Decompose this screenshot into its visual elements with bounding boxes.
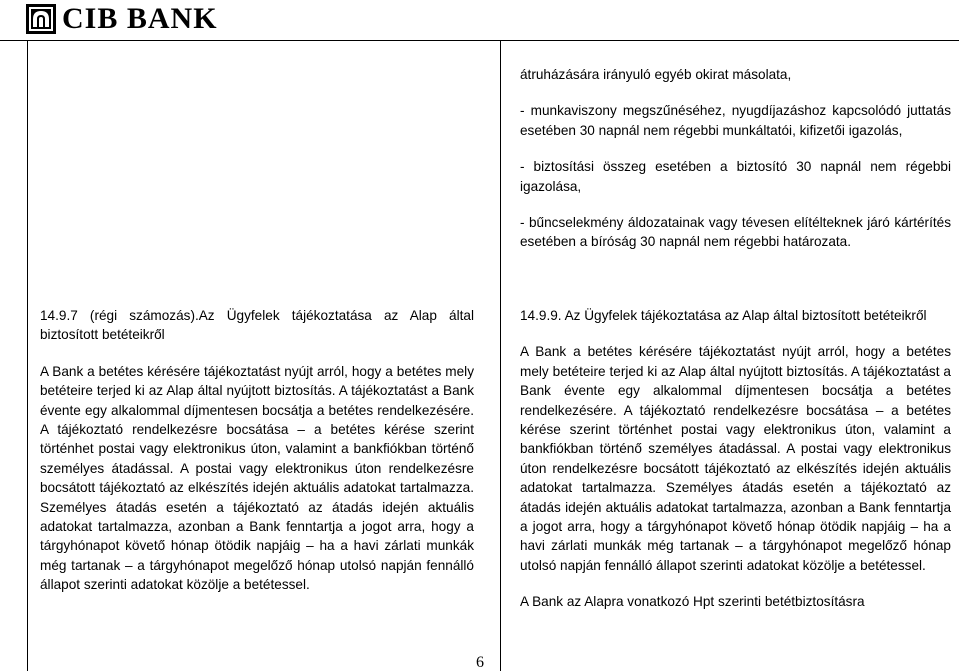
cib-bank-logo [26, 4, 218, 34]
right-column [520, 306, 951, 612]
right-top-p1: átruházására irányuló egyéb okirat másolata, [520, 67, 792, 82]
right-section-tail: A Bank az Alapra vonatkozó Hpt szerinti betétbiztosításra [520, 594, 865, 610]
column-divider [500, 40, 501, 671]
page-number: 6 [476, 654, 484, 671]
left-section-heading: 14.9.7 (régi számozás).Az Ügyfelek tájékoztatása az Alap által biztosított betéteikről [40, 308, 474, 343]
right-top-p4: - bűncselekmény áldozatainak vagy tévesen elítélteknek járó kártérítés esetében a bíróság 30 napnál nem régebbi határozata. [520, 215, 951, 250]
right-top-block [520, 65, 951, 252]
top-rule [0, 40, 959, 41]
left-column [40, 306, 474, 595]
right-top-p3: - biztosítási összeg esetében a biztosító 30 napnál nem régebbi igazolása, [520, 159, 951, 194]
right-section-body: A Bank a betétes kérésére tájékoztatást nyújt arról, hogy a betétes mely betéteire terjed ki az Alap által nyújtott biztosítás. A tájékoztatást a Bank évente egy alkalommal díjmentesen bocsátja a betétes rendelkezésére. A tájékoztató rendelkezésre bocsátása – a betétes kérése szerint történhet postai vagy elektronikus úton, valamint a bankfiókban történő személyes átadással. A postai vagy elektronikus úton rendelkezésre bocsátott tájékoztató az elkészítés idején aktuális adatokat tartalmazza. Személyes átadás esetén a tájékoztató az átadás idején aktuális adatokat tartalmazza, azonban a Bank fenntartja a jogot arra, hogy a tárgyhónapot követő hónap ötödik napjáig – ha a havi zárlati munkák még tartanak – a tárgyhónapot megelőző hónap utolsó napján fennálló állapot szerinti adatokat közölje a betétessel. [520, 344, 951, 573]
right-top-p2: - munkaviszony megszűnéséhez, nyugdíjazáshoz kapcsolódó juttatás esetében 30 napnál nem régebbi munkáltatói, kifizetői igazolás, [520, 103, 951, 138]
left-border [27, 40, 28, 671]
left-section-body: A Bank a betétes kérésére tájékoztatást nyújt arról, hogy a betétes mely betéteire terjed ki az Alap által nyújtott biztosítás. A tájékoztatást a Bank évente egy alkalommal díjmentesen bocsátja a betétes rendelkezésére. A tájékoztató rendelkezésre bocsátása – a betétes kérése szerint történhet postai vagy elektronikus úton, valamint a bankfiókban történő személyes átadással. A postai vagy elektronikus úton rendelkezésre bocsátott tájékoztató az elkészítés idején aktuális adatokat tartalmazza. Személyes átadás esetén a tájékoztató az átadás idején aktuális adatokat tartalmazza, azonban a Bank fenntartja a jogot arra, hogy a tárgyhónapot követő hónap ötödik napjáig – ha a havi zárlati munkák még tartanak – a tárgyhónapot megelőző hónap utolsó napján fennálló állapot szerinti adatokat közölje a betétessel. [40, 363, 474, 593]
cib-logo-icon [26, 4, 56, 34]
brand-name: CIB BANK [62, 2, 218, 35]
right-section-heading: 14.9.9. Az Ügyfelek tájékoztatása az Alap által biztosított betéteikről [520, 308, 927, 323]
